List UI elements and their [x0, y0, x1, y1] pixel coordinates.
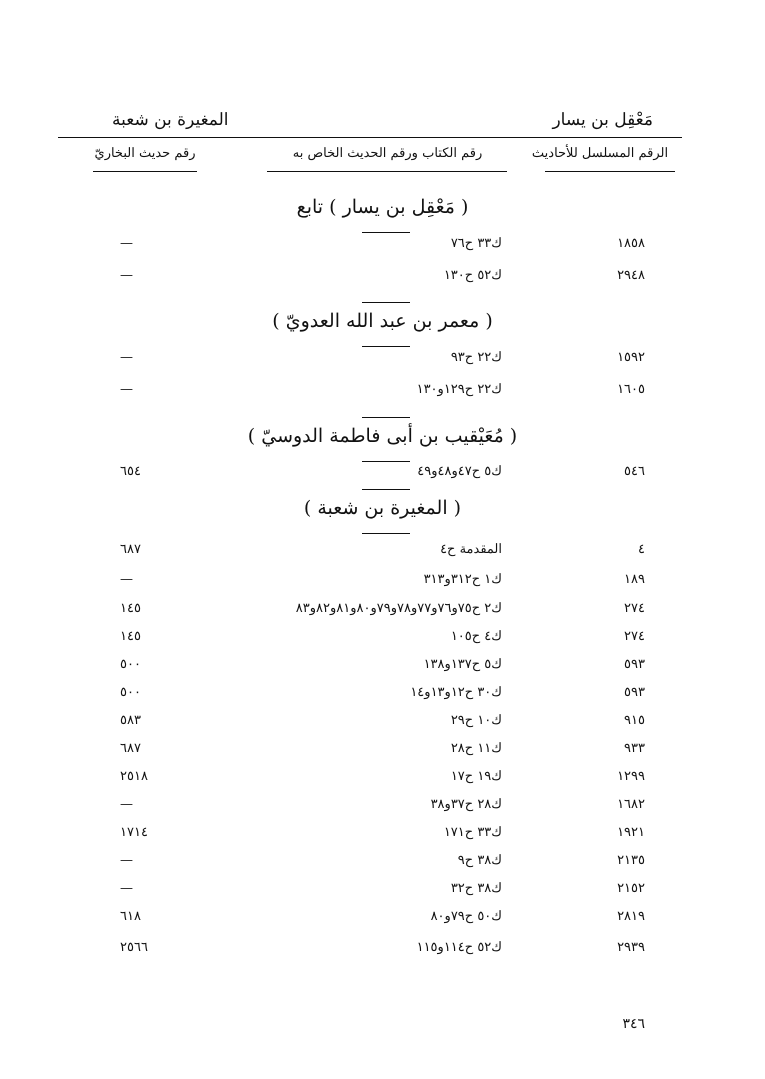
table-row-serial: ١٥٩٢ [617, 350, 645, 365]
table-row-bukhari: ٦٨٧ [120, 542, 141, 557]
table-row-bukhari: ٥٠٠ [120, 685, 141, 700]
table-row-bukhari: ٦٥٤ [120, 464, 141, 479]
column-header-book-ref: رقم الكتاب ورقم الحديث الخاص به [292, 146, 483, 161]
group-title: ( مُعَيْقيب بن أبى فاطمة الدوسيّ ) [247, 425, 518, 447]
table-row-bukhari: ٢٥١٨ [120, 769, 148, 784]
page-number: ٣٤٦ [622, 1016, 645, 1032]
table-row-book-ref: ك١٩ ح١٧ [450, 769, 502, 784]
table-row-serial: ٥٩٣ [624, 685, 645, 700]
table-row-bukhari: — [120, 236, 133, 251]
table-row-serial: ٥٩٣ [624, 657, 645, 672]
table-row-book-ref: المقدمة ح٤ [440, 542, 502, 557]
table-row-book-ref: ك٣٣ ح١٧١ [443, 825, 502, 840]
column-header-book-ref-underline [267, 171, 507, 172]
table-row-book-ref: ك٣٨ ح٩ [457, 853, 502, 868]
table-row-bukhari: — [120, 853, 133, 868]
group-title-rule-top [362, 489, 410, 490]
table-row-serial: ٢٧٤ [624, 601, 645, 616]
group-title: ( معمر بن عبد الله العدويّ ) [272, 310, 493, 332]
table-row-bukhari: — [120, 881, 133, 896]
table-row-bukhari: ١٤٥ [120, 601, 141, 616]
table-row-book-ref: ك٥ ح٤٧و٤٨و٤٩ [417, 464, 502, 479]
table-row-book-ref: ك٢ ح٧٥و٧٦و٧٧و٧٨و٧٩و٨٠و٨١و٨٢و٨٣ [295, 601, 502, 616]
table-row-serial: ٢٧٤ [624, 629, 645, 644]
group-title-rule-bottom [362, 346, 410, 347]
table-row-bukhari: ٦١٨ [120, 909, 141, 924]
table-row-book-ref: ك١ ح٣١٢و٣١٣ [423, 572, 502, 587]
table-row-serial: ١٨٥٨ [617, 236, 645, 251]
table-row-serial: ٢٩٣٩ [617, 940, 645, 955]
column-header-bukhari-underline [93, 171, 197, 172]
group-title-rule-top [362, 302, 410, 303]
running-header-right: مَعْقِل بن يسار [552, 110, 653, 130]
group-title-rule-bottom [362, 232, 410, 233]
table-row-book-ref: ك١١ ح٢٨ [450, 741, 502, 756]
column-header-bukhari: رقم حديث البخاريّ [94, 146, 196, 161]
table-row-bukhari: ١٤٥ [120, 629, 141, 644]
table-row-bukhari: — [120, 382, 133, 397]
table-row-book-ref: ك٥٢ ح١٣٠ [443, 268, 502, 283]
table-row-serial: ١٢٩٩ [617, 769, 645, 784]
table-row-bukhari: — [120, 572, 133, 587]
table-row-bukhari: ٢٥٦٦ [120, 940, 148, 955]
group-title: ( المغيرة بن شعبة ) [303, 497, 462, 519]
table-row-serial: ٤ [638, 542, 645, 557]
table-row-bukhari: — [120, 797, 133, 812]
table-row-book-ref: ك٣٨ ح٣٢ [450, 881, 502, 896]
table-row-serial: ١٦٠٥ [617, 382, 645, 397]
table-row-book-ref: ك٢٢ ح٩٣ [450, 350, 502, 365]
table-row-book-ref: ك٤ ح١٠٥ [450, 629, 502, 644]
table-row-bukhari: ٦٨٧ [120, 741, 141, 756]
running-header-left: المغيرة بن شعبة [112, 110, 229, 130]
table-row-book-ref: ك٥٢ ح١١٤و١١٥ [416, 940, 502, 955]
table-row-book-ref: ك٥ ح١٣٧و١٣٨ [423, 657, 502, 672]
header-rule [58, 137, 682, 138]
table-row-bukhari: ٥٨٣ [120, 713, 141, 728]
group-title-rule-bottom [362, 533, 410, 534]
table-row-serial: ١٩٢١ [617, 825, 645, 840]
table-row-book-ref: ك٣٠ ح١٢و١٣و١٤ [410, 685, 502, 700]
table-row-serial: ٢١٣٥ [617, 853, 645, 868]
column-header-serial: الرقم المسلسل للأحاديث [531, 146, 669, 161]
table-row-serial: ٢٨١٩ [617, 909, 645, 924]
table-row-book-ref: ك٢٨ ح٣٧و٣٨ [430, 797, 502, 812]
table-row-serial: ٢١٥٢ [617, 881, 645, 896]
table-row-serial: ١٨٩ [624, 572, 645, 587]
table-row-serial: ٩١٥ [624, 713, 645, 728]
table-row-serial: ٢٩٤٨ [617, 268, 645, 283]
table-row-book-ref: ك٥٠ ح٧٩و٨٠ [430, 909, 502, 924]
table-row-bukhari: ٥٠٠ [120, 657, 141, 672]
group-title-rule-bottom [362, 461, 410, 462]
table-row-bukhari: — [120, 350, 133, 365]
table-row-serial: ١٦٨٢ [617, 797, 645, 812]
group-title-rule-top [362, 417, 410, 418]
table-row-serial: ٥٤٦ [624, 464, 645, 479]
group-title: ( مَعْقِل بن يسار ) تابع [296, 196, 469, 218]
table-row-book-ref: ك٢٢ ح١٢٩و١٣٠ [416, 382, 502, 397]
table-row-book-ref: ك١٠ ح٢٩ [450, 713, 502, 728]
table-row-bukhari: — [120, 268, 133, 283]
column-header-serial-underline [545, 171, 675, 172]
table-row-book-ref: ك٣٣ ح٧٦ [450, 236, 502, 251]
table-row-serial: ٩٣٣ [624, 741, 645, 756]
table-row-bukhari: ١٧١٤ [120, 825, 148, 840]
